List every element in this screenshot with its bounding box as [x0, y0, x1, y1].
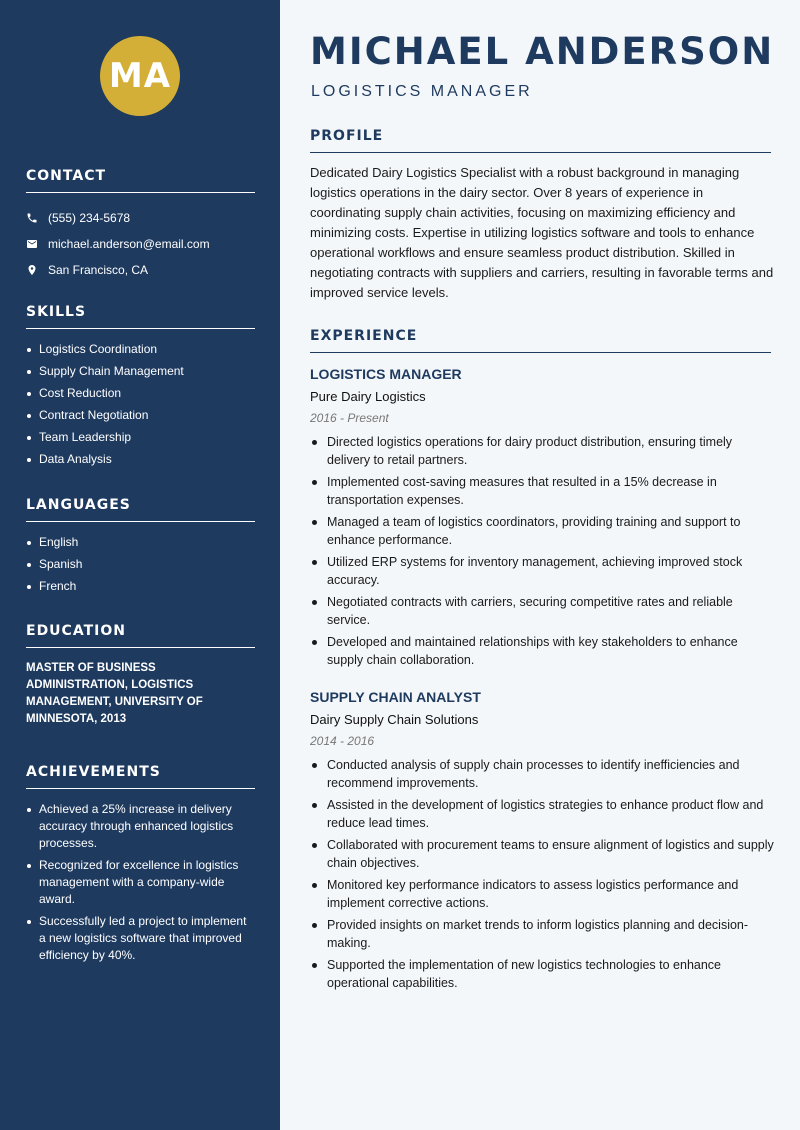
list-item: Negotiated contracts with carriers, securing competitive rates and reliable service. [310, 593, 775, 629]
list-item: Monitored key performance indicators to assess logistics performance and implement corrective actions. [310, 876, 775, 912]
profile-heading: PROFILE [310, 128, 771, 153]
list-item: Recognized for excellence in logistics management with a company-wide award. [26, 857, 255, 908]
list-item: Implemented cost-saving measures that resulted in a 15% decrease in transportation expenses. [310, 473, 775, 509]
job-dates: 2016 - Present [310, 411, 389, 425]
candidate-name: MICHAEL ANDERSON [310, 30, 775, 73]
profile-text: Dedicated Dairy Logistics Specialist with a robust background in managing logistics operations in the dairy sector. Over 8 years of experience in coordinating supply chain activities, focusing on maximizing efficiency and minimizing costs. Expertise in utilizing logistics software and tools to enhance operational workflows and ensure seamless product distribution. Skilled in negotiating contracts with suppliers and carriers, resulting in favorable terms and improved service levels. [310, 165, 774, 300]
list-item: Successfully led a project to implement a new logistics software that improved efficiency by 40%. [26, 913, 255, 964]
avatar: MA [100, 36, 180, 116]
job-dates: 2014 - 2016 [310, 734, 375, 748]
skills-list [26, 341, 255, 468]
list-item: Team Leadership [26, 429, 255, 446]
list-item: Developed and maintained relationships with key stakeholders to enhance supply chain collaboration. [310, 633, 775, 669]
company-name: Dairy Supply Chain Solutions [310, 712, 479, 727]
skills-heading: SKILLS [26, 304, 255, 329]
job-role: LOGISTICS MANAGER [311, 83, 533, 100]
main-content [280, 0, 800, 1130]
list-item: Contract Negotiation [26, 407, 255, 424]
languages-list [26, 534, 255, 595]
achievements-list [26, 801, 255, 964]
list-item: Supply Chain Management [26, 363, 255, 380]
list-item: Managed a team of logistics coordinators, providing training and support to enhance performance. [310, 513, 775, 549]
list-item: Achieved a 25% increase in delivery accuracy through enhanced logistics processes. [26, 801, 255, 852]
job-entry [310, 687, 775, 996]
list-item: Collaborated with procurement teams to ensure alignment of logistics and supply chain objectives. [310, 836, 775, 872]
contact-location [26, 257, 255, 283]
list-item: Provided insights on market trends to inform logistics planning and decision-making. [310, 916, 775, 952]
email-text: michael.anderson@email.com [48, 237, 210, 251]
achievements-heading: ACHIEVEMENTS [26, 764, 255, 789]
contact-email[interactable] [26, 231, 255, 257]
job-title: LOGISTICS MANAGER [310, 366, 462, 382]
list-item: Logistics Coordination [26, 341, 255, 358]
email-icon [26, 238, 48, 250]
education-degree: MASTER OF BUSINESS ADMINISTRATION, LOGISTICS MANAGEMENT, UNIVERSITY OF MINNESOTA, 2013 [26, 662, 203, 725]
company-name: Pure Dairy Logistics [310, 389, 426, 404]
list-item: Spanish [26, 556, 255, 573]
contact-section [26, 168, 255, 283]
list-item: English [26, 534, 255, 551]
phone-text: (555) 234-5678 [48, 211, 131, 225]
job-bullets [310, 433, 775, 669]
achievements-section [26, 764, 255, 969]
skills-section [26, 304, 255, 473]
list-item: Data Analysis [26, 451, 255, 468]
location-text: San Francisco, CA [48, 263, 149, 277]
list-item: Utilized ERP systems for inventory management, achieving improved stock accuracy. [310, 553, 775, 589]
list-item: Directed logistics operations for dairy product distribution, ensuring timely delivery to retail partners. [310, 433, 775, 469]
contact-heading: CONTACT [26, 168, 255, 193]
experience-heading: EXPERIENCE [310, 328, 771, 353]
list-item: Supported the implementation of new logistics technologies to enhance operational capabilities. [310, 956, 775, 992]
job-bullets [310, 756, 775, 992]
list-item: Conducted analysis of supply chain processes to identify inefficiencies and recommend improvements. [310, 756, 775, 792]
education-heading: EDUCATION [26, 623, 255, 648]
education-section [26, 623, 255, 728]
list-item: Cost Reduction [26, 385, 255, 402]
job-title: SUPPLY CHAIN ANALYST [310, 689, 481, 705]
list-item: Assisted in the development of logistics strategies to enhance product flow and reduce lead times. [310, 796, 775, 832]
languages-heading: LANGUAGES [26, 497, 255, 522]
sidebar [0, 0, 280, 1130]
languages-section [26, 497, 255, 600]
list-item: French [26, 578, 255, 595]
job-entry [310, 364, 775, 673]
contact-phone[interactable] [26, 205, 255, 231]
phone-icon [26, 212, 48, 224]
location-pin-icon [26, 264, 48, 276]
